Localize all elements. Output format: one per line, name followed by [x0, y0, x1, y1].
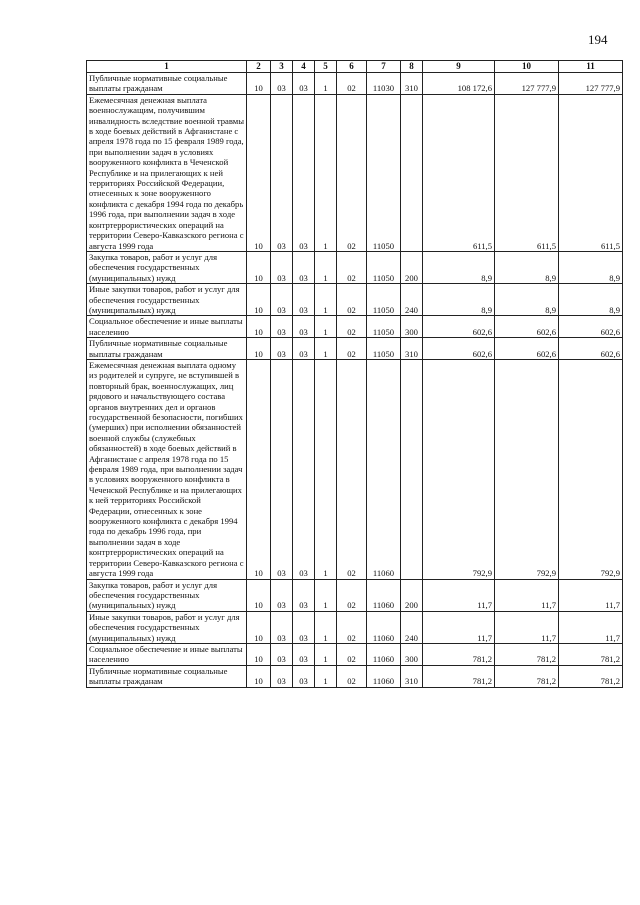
budget-table — [86, 60, 623, 688]
table-row — [87, 579, 623, 611]
section-code: 10 — [247, 359, 271, 579]
amount-year-1: 602,6 — [423, 338, 495, 360]
section-code: 10 — [247, 316, 271, 338]
page-number: 194 — [588, 32, 608, 47]
column-header: 8 — [401, 61, 423, 73]
row-name: Социальное обеспечение и иные выплаты населению — [87, 316, 247, 338]
amount-year-3: 602,6 — [559, 316, 623, 338]
column-header: 3 — [271, 61, 293, 73]
program-code: 1 — [315, 643, 337, 665]
amount-year-3: 792,9 — [559, 359, 623, 579]
subsection-code: 03 — [271, 73, 293, 95]
program-code: 1 — [315, 251, 337, 283]
subprogram-code: 02 — [337, 73, 367, 95]
expense-type-code: 200 — [401, 579, 423, 611]
amount-year-3: 8,9 — [559, 284, 623, 316]
row-name: Иные закупки товаров, работ и услуг для обеспечения государственных (муниципальных) нужд — [87, 284, 247, 316]
amount-year-1: 792,9 — [423, 359, 495, 579]
table-row — [87, 251, 623, 283]
subsection-code-2: 03 — [293, 338, 315, 360]
subsection-code: 03 — [271, 359, 293, 579]
amount-year-3: 611,5 — [559, 94, 623, 251]
subsection-code-2: 03 — [293, 643, 315, 665]
header-row — [87, 61, 623, 73]
section-code: 10 — [247, 338, 271, 360]
amount-year-2: 8,9 — [495, 284, 559, 316]
amount-year-3: 602,6 — [559, 338, 623, 360]
amount-year-2: 602,6 — [495, 316, 559, 338]
amount-year-3: 8,9 — [559, 251, 623, 283]
table-row — [87, 665, 623, 687]
subsection-code: 03 — [271, 665, 293, 687]
column-header: 7 — [367, 61, 401, 73]
subsection-code: 03 — [271, 284, 293, 316]
amount-year-2: 602,6 — [495, 338, 559, 360]
row-name: Иные закупки товаров, работ и услуг для обеспечения государственных (муниципальных) нужд — [87, 611, 247, 643]
expense-type-code: 310 — [401, 338, 423, 360]
table-row — [87, 316, 623, 338]
section-code: 10 — [247, 94, 271, 251]
expense-type-code: 240 — [401, 284, 423, 316]
subsection-code-2: 03 — [293, 316, 315, 338]
amount-year-1: 108 172,6 — [423, 73, 495, 95]
program-code: 1 — [315, 579, 337, 611]
section-code: 10 — [247, 665, 271, 687]
target-code: 11050 — [367, 94, 401, 251]
amount-year-2: 792,9 — [495, 359, 559, 579]
subsection-code-2: 03 — [293, 251, 315, 283]
subprogram-code: 02 — [337, 643, 367, 665]
section-code: 10 — [247, 73, 271, 95]
program-code: 1 — [315, 665, 337, 687]
subsection-code-2: 03 — [293, 359, 315, 579]
expense-type-code — [401, 94, 423, 251]
amount-year-1: 11,7 — [423, 579, 495, 611]
subsection-code: 03 — [271, 611, 293, 643]
table-row — [87, 94, 623, 251]
column-header: 1 — [87, 61, 247, 73]
target-code: 11060 — [367, 359, 401, 579]
amount-year-3: 11,7 — [559, 611, 623, 643]
target-code: 11050 — [367, 251, 401, 283]
program-code: 1 — [315, 284, 337, 316]
row-name: Публичные нормативные социальные выплаты гражданам — [87, 338, 247, 360]
subprogram-code: 02 — [337, 579, 367, 611]
target-code: 11060 — [367, 643, 401, 665]
program-code: 1 — [315, 94, 337, 251]
section-code: 10 — [247, 284, 271, 316]
column-header: 11 — [559, 61, 623, 73]
table-row — [87, 284, 623, 316]
amount-year-2: 611,5 — [495, 94, 559, 251]
expense-type-code: 310 — [401, 73, 423, 95]
section-code: 10 — [247, 251, 271, 283]
expense-type-code: 300 — [401, 316, 423, 338]
row-name: Ежемесячная денежная выплата военнослужащим, получившим инвалидность вследствие военной травмы в ходе боевых действий в Афганистане с апреля 1978 года по 15 февраля 1989 года, при выполнении задач в условиях вооруженного конфликта в Чеченской Республике и на прилегающих к ней территориях Российской Федерации, отнесенных к зоне вооруженного конфликта с декабря 1994 года по декабрь 1996 года, при выполнении задач в ходе контртеррористических операций на территории Северо-Кавказского региона с августа 1999 года — [87, 94, 247, 251]
subsection-code: 03 — [271, 251, 293, 283]
subsection-code-2: 03 — [293, 284, 315, 316]
target-code: 11050 — [367, 338, 401, 360]
table-row — [87, 338, 623, 360]
row-name: Закупка товаров, работ и услуг для обеспечения государственных (муниципальных) нужд — [87, 579, 247, 611]
target-code: 11050 — [367, 284, 401, 316]
amount-year-1: 11,7 — [423, 611, 495, 643]
target-code: 11060 — [367, 611, 401, 643]
row-name: Закупка товаров, работ и услуг для обеспечения государственных (муниципальных) нужд — [87, 251, 247, 283]
table-row — [87, 359, 623, 579]
subsection-code-2: 03 — [293, 579, 315, 611]
table-row — [87, 73, 623, 95]
program-code: 1 — [315, 73, 337, 95]
amount-year-1: 781,2 — [423, 665, 495, 687]
amount-year-2: 11,7 — [495, 611, 559, 643]
subprogram-code: 02 — [337, 359, 367, 579]
expense-type-code — [401, 359, 423, 579]
amount-year-3: 781,2 — [559, 643, 623, 665]
amount-year-2: 781,2 — [495, 643, 559, 665]
program-code: 1 — [315, 359, 337, 579]
column-header: 10 — [495, 61, 559, 73]
amount-year-2: 781,2 — [495, 665, 559, 687]
subsection-code-2: 03 — [293, 665, 315, 687]
subsection-code-2: 03 — [293, 611, 315, 643]
amount-year-3: 127 777,9 — [559, 73, 623, 95]
target-code: 11030 — [367, 73, 401, 95]
amount-year-2: 8,9 — [495, 251, 559, 283]
subsection-code: 03 — [271, 338, 293, 360]
subprogram-code: 02 — [337, 338, 367, 360]
row-name: Ежемесячная денежная выплата одному из родителей и супруге, не вступившей в повторный брак, военнослужащих, лиц рядового и начальствующего состава органов внутренних дел и органов государственной безопасности, погибших (умерших) при исполнении обязанностей военной службы (служебных обязанностей) в ходе боевых действий в Афганистане с апреля 1978 года по 15 февраля 1989 года, при выполнении задач в условиях вооруженного конфликта в Чеченской Республике и на прилегающих к ней территориях Российской Федерации, отнесенных к зоне вооруженного конфликта с декабря 1994 года по декабрь 1996 года, при выполнении задач в ходе контртеррористических операций на территории Северо-Кавказского региона с августа 1999 года — [87, 359, 247, 579]
row-name: Социальное обеспечение и иные выплаты населению — [87, 643, 247, 665]
section-code: 10 — [247, 611, 271, 643]
row-name: Публичные нормативные социальные выплаты гражданам — [87, 665, 247, 687]
amount-year-2: 127 777,9 — [495, 73, 559, 95]
target-code: 11050 — [367, 316, 401, 338]
program-code: 1 — [315, 316, 337, 338]
subprogram-code: 02 — [337, 665, 367, 687]
amount-year-3: 781,2 — [559, 665, 623, 687]
subprogram-code: 02 — [337, 611, 367, 643]
column-header: 5 — [315, 61, 337, 73]
column-header: 9 — [423, 61, 495, 73]
subsection-code: 03 — [271, 579, 293, 611]
subprogram-code: 02 — [337, 284, 367, 316]
expense-type-code: 240 — [401, 611, 423, 643]
table-row — [87, 611, 623, 643]
subsection-code: 03 — [271, 94, 293, 251]
subsection-code-2: 03 — [293, 73, 315, 95]
expense-type-code: 310 — [401, 665, 423, 687]
subsection-code: 03 — [271, 316, 293, 338]
amount-year-1: 8,9 — [423, 251, 495, 283]
amount-year-1: 781,2 — [423, 643, 495, 665]
column-header: 6 — [337, 61, 367, 73]
section-code: 10 — [247, 643, 271, 665]
column-header: 4 — [293, 61, 315, 73]
row-name: Публичные нормативные социальные выплаты гражданам — [87, 73, 247, 95]
subprogram-code: 02 — [337, 94, 367, 251]
target-code: 11060 — [367, 665, 401, 687]
amount-year-1: 602,6 — [423, 316, 495, 338]
expense-type-code: 300 — [401, 643, 423, 665]
subsection-code-2: 03 — [293, 94, 315, 251]
amount-year-1: 611,5 — [423, 94, 495, 251]
column-header: 2 — [247, 61, 271, 73]
section-code: 10 — [247, 579, 271, 611]
table-row — [87, 643, 623, 665]
subprogram-code: 02 — [337, 316, 367, 338]
expense-type-code: 200 — [401, 251, 423, 283]
amount-year-1: 8,9 — [423, 284, 495, 316]
program-code: 1 — [315, 611, 337, 643]
amount-year-3: 11,7 — [559, 579, 623, 611]
target-code: 11060 — [367, 579, 401, 611]
program-code: 1 — [315, 338, 337, 360]
subsection-code: 03 — [271, 643, 293, 665]
subprogram-code: 02 — [337, 251, 367, 283]
amount-year-2: 11,7 — [495, 579, 559, 611]
